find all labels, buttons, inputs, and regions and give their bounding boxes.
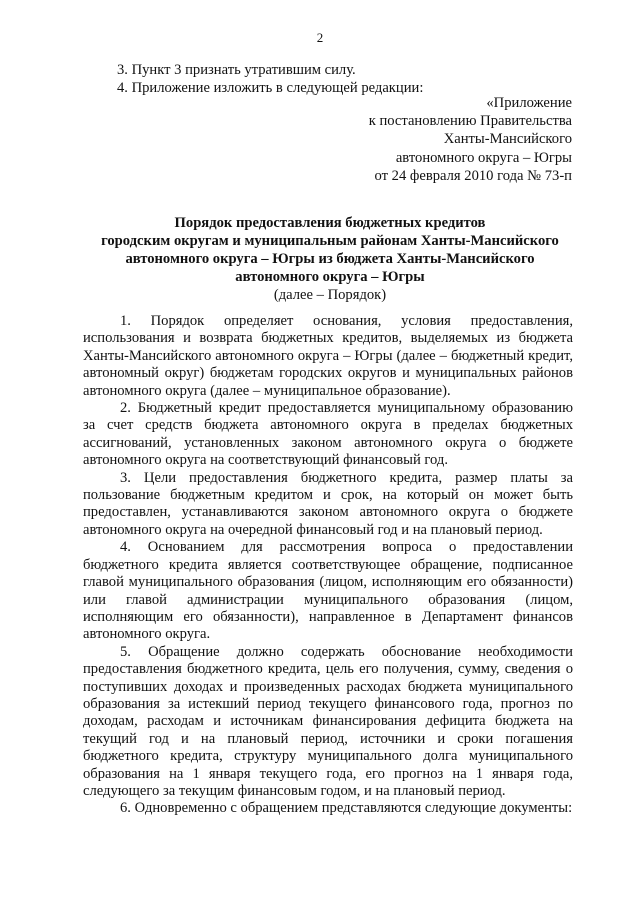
title-line: автономного округа – Югры из бюджета Ханты-Мансийского (125, 251, 535, 267)
paragraph-3: 3. Цели предоставления бюджетного кредита, размер платы за пользование бюджетным кредитом и срок, на который он может быть предоставлен, устанавливаются законом автономного округа о бюджете автономного округа на очередной финансовый год и на плановый период. (83, 469, 573, 538)
document-title (80, 214, 580, 304)
paragraph-2: 2. Бюджетный кредит предоставляется муниципальному образованию за счет средств бюджета автономного округа в пределах бюджетных ассигнований, установленных законом автономного округа о бюджете автономного округа на соответствующий финансовый год. (83, 400, 573, 469)
item-4-text: 4. Приложение изложить в следующей редакции: (117, 80, 424, 96)
item-3-text: 3. Пункт 3 признать утратившим силу. (117, 62, 356, 78)
title-subtitle: (далее – Порядок) (273, 287, 387, 303)
paragraph-4: 4. Основанием для рассмотрения вопроса о предоставлении бюджетного кредита является соответствующее обращение, подписанное главой муниципального образования (лицом, исполняющим его обязанности) или главой администрации муниципального образования (лицом, исполняющим его обязанности), направленное в Департамент финансов автономного округа. (83, 539, 573, 643)
page-number: 2 (316, 30, 324, 45)
appendix-line: автономного округа – Югры (395, 149, 572, 166)
appendix-line: «Приложение (486, 95, 572, 111)
title-line: городским округам и муниципальным районам Ханты-Мансийского (101, 233, 559, 249)
paragraph-1: 1. Порядок определяет основания, условия предоставления, использования и возврата бюджетных кредитов, выделяемых из бюджета Ханты-Мансийского автономного округа – Югры (далее – бюджетный кредит, автономный округ) бюджетам городских округов и муниципальных районов автономного округа (далее – муниципальное образование). (83, 313, 573, 399)
appendix-line: к постановлению Правительства (368, 113, 572, 130)
title-line: автономного округа – Югры (235, 269, 425, 285)
document-body (83, 313, 573, 818)
paragraph-5: 5. Обращение должно содержать обоснование необходимости предоставления бюджетного кредита, цель его получения, сумму, сведения о поступивших доходах и произведенных расходах бюджета муниципального образования за истекший период текущего финансового года, прогноз по доходам, расходам и источникам финансирования дефицита бюджета на текущий год и на плановый период, источники и сроки погашения бюджетного кредита, структуру муниципального долга муниципального образования на 1 января текущего года, его прогноз на 1 января года, следующего за текущим финансовым годом, и на плановый период. (83, 643, 573, 799)
appendix-line: Ханты-Мансийского (443, 131, 572, 148)
title-line: Порядок предоставления бюджетных кредитов (174, 215, 486, 231)
paragraph-6: 6. Одновременно с обращением представляются следующие документы: (120, 800, 573, 817)
appendix-line: от 24 февраля 2010 года № 73-п (374, 167, 572, 184)
appendix-header (369, 94, 572, 185)
